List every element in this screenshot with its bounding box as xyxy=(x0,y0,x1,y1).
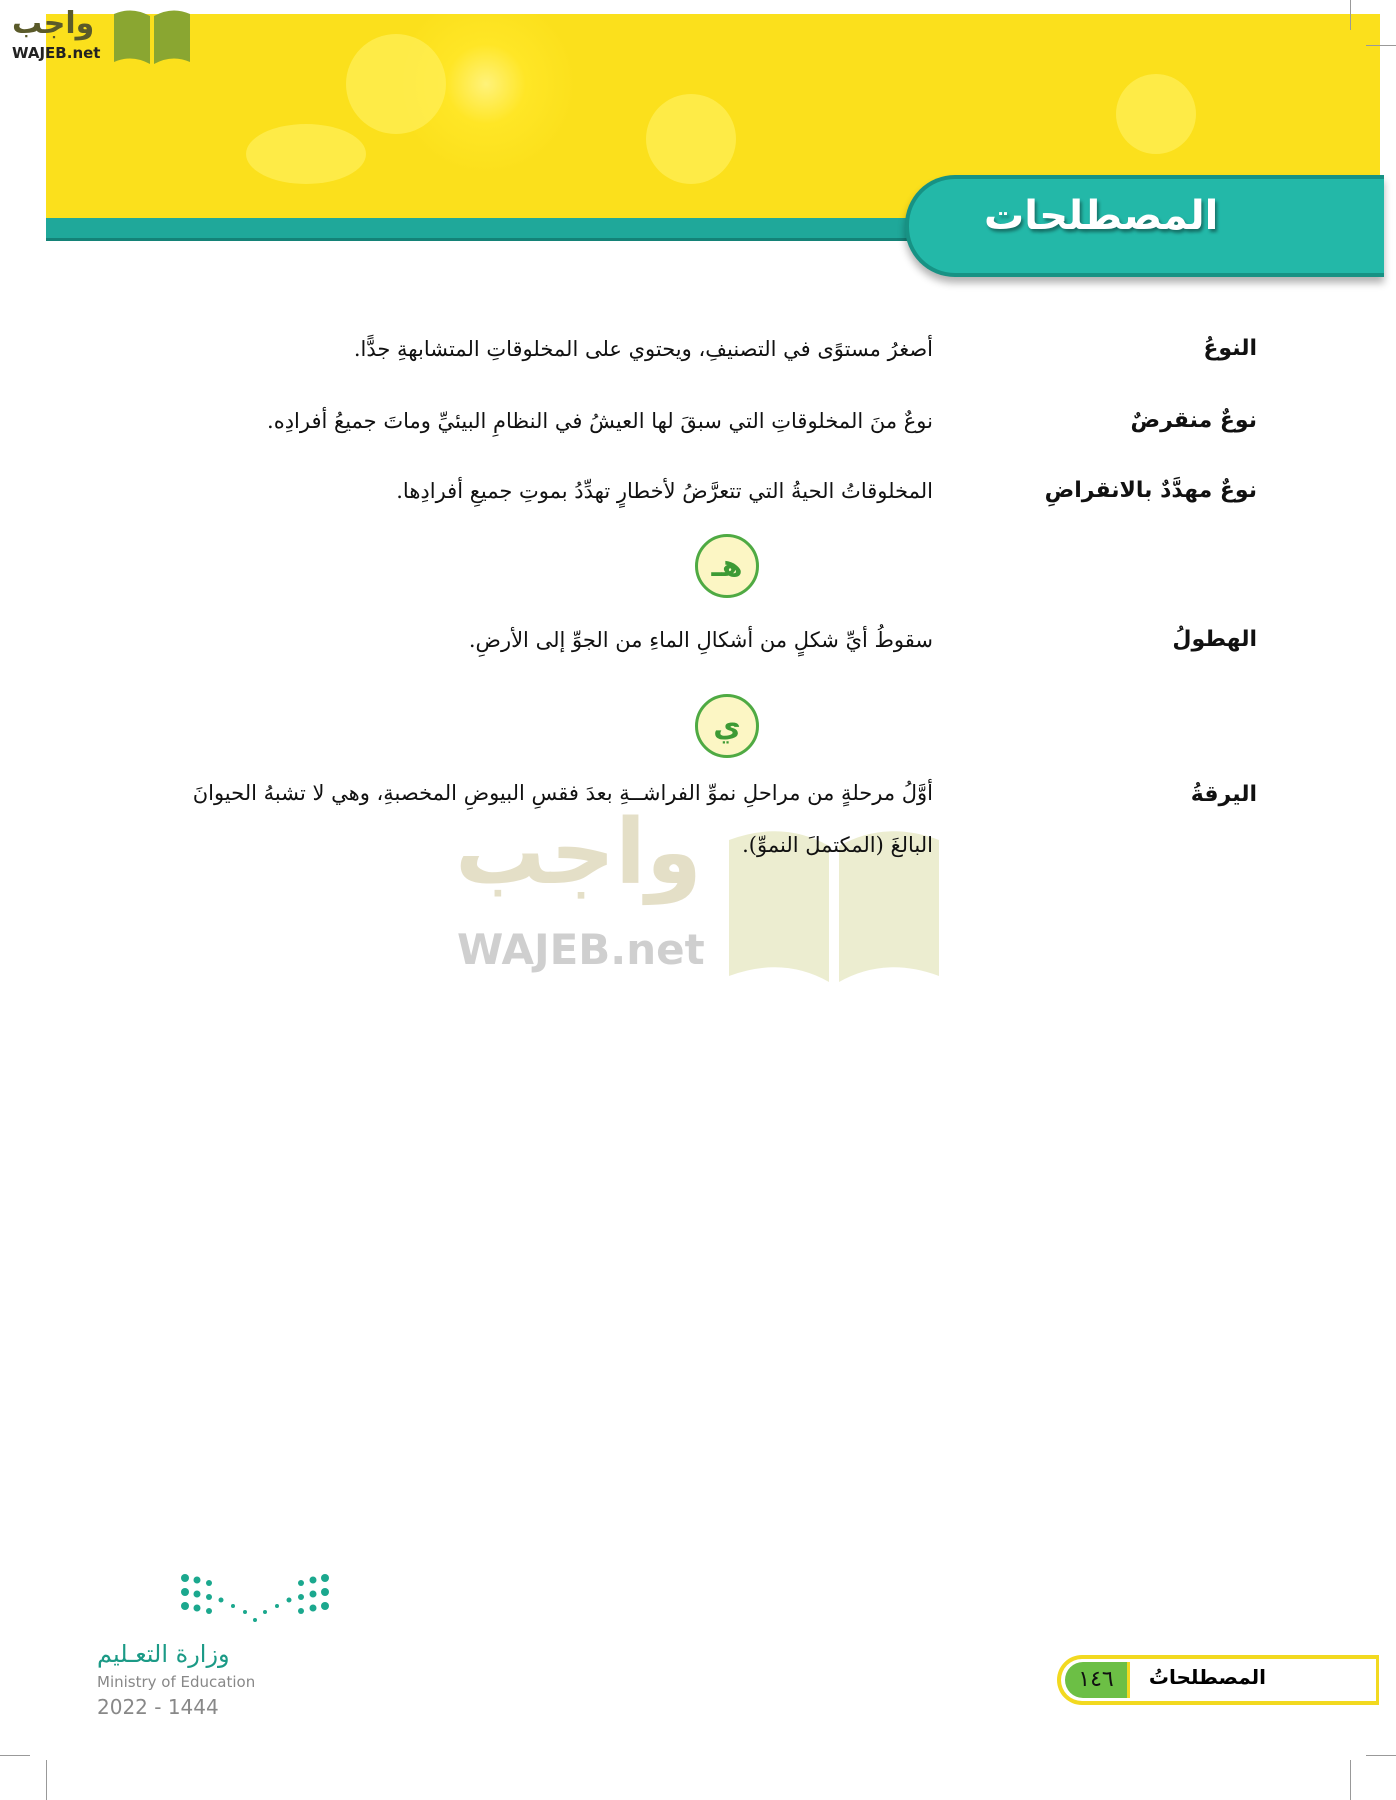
banner-decoration xyxy=(646,94,736,184)
term: اليرقةُ xyxy=(1190,782,1257,807)
footer-section-title: المصطلحاتُ xyxy=(1148,1665,1266,1689)
title-tab xyxy=(905,175,1384,277)
definition: أوَّلُ مرحلةٍ من مراحلِ نموِّ الفراشــةِ بعدَ فقسِ البيوضِ المخصبةِ، وهي لا تشبهُ الحيوانَ البالغَ (المكتملَ النموِّ). xyxy=(192,781,933,857)
definition: أصغرُ مستوًى في التصنيفِ، ويحتوي على المخلوقاتِ المتشابهةِ جدًّا. xyxy=(353,337,933,361)
page-footer-tab xyxy=(1057,1655,1379,1705)
header-strip xyxy=(46,218,946,241)
logo-text-ar: واجب xyxy=(12,6,95,41)
banner-decoration xyxy=(246,124,366,184)
page-title: المصطلحات xyxy=(984,193,1219,239)
ministry-name-en: Ministry of Education xyxy=(97,1673,256,1691)
term: نوعٌ منقرضٌ xyxy=(1130,408,1257,433)
wajeb-logo xyxy=(10,6,190,66)
crop-mark xyxy=(1366,45,1396,46)
watermark-text-ar: واجب xyxy=(455,800,702,905)
letter-section-marker: ي xyxy=(695,694,759,758)
banner-decoration xyxy=(1116,74,1196,154)
crop-mark xyxy=(1350,0,1351,30)
banner-decoration xyxy=(346,34,446,134)
page-number: ١٤٦ xyxy=(1065,1662,1130,1698)
crop-mark xyxy=(0,1755,30,1756)
term: النوعُ xyxy=(1203,336,1257,361)
book-icon xyxy=(110,6,194,66)
ministry-name-ar: وزارة التعـليم xyxy=(97,1640,230,1668)
crop-mark xyxy=(46,1760,47,1800)
ministry-logo xyxy=(95,1570,335,1720)
watermark-text-en: WAJEB.net xyxy=(457,925,705,974)
term: نوعٌ مهدَّدٌ بالانقراضِ xyxy=(1044,478,1257,503)
definition: المخلوقاتُ الحيةُ التي تتعرَّضُ لأخطارٍ تهدِّدُ بموتِ جميعِ أفرادِها. xyxy=(396,479,933,503)
letter-section-marker: هـ xyxy=(695,534,759,598)
term: الهطولُ xyxy=(1172,627,1257,652)
logo-text-en: WAJEB.net xyxy=(12,44,101,62)
ministry-dots-icon xyxy=(175,1570,335,1625)
crop-mark xyxy=(1366,1755,1396,1756)
definition: نوعٌ منَ المخلوقاتِ التي سبقَ لها العيشُ في النظامِ البيئيِّ وماتَ جميعُ أفرادِه. xyxy=(267,409,933,433)
edition-year: 2022 - 1444 xyxy=(97,1695,219,1719)
crop-mark xyxy=(1350,1760,1351,1800)
definition: سقوطُ أيِّ شكلٍ من أشكالِ الماءِ من الجوِّ إلى الأرضِ. xyxy=(468,628,933,652)
